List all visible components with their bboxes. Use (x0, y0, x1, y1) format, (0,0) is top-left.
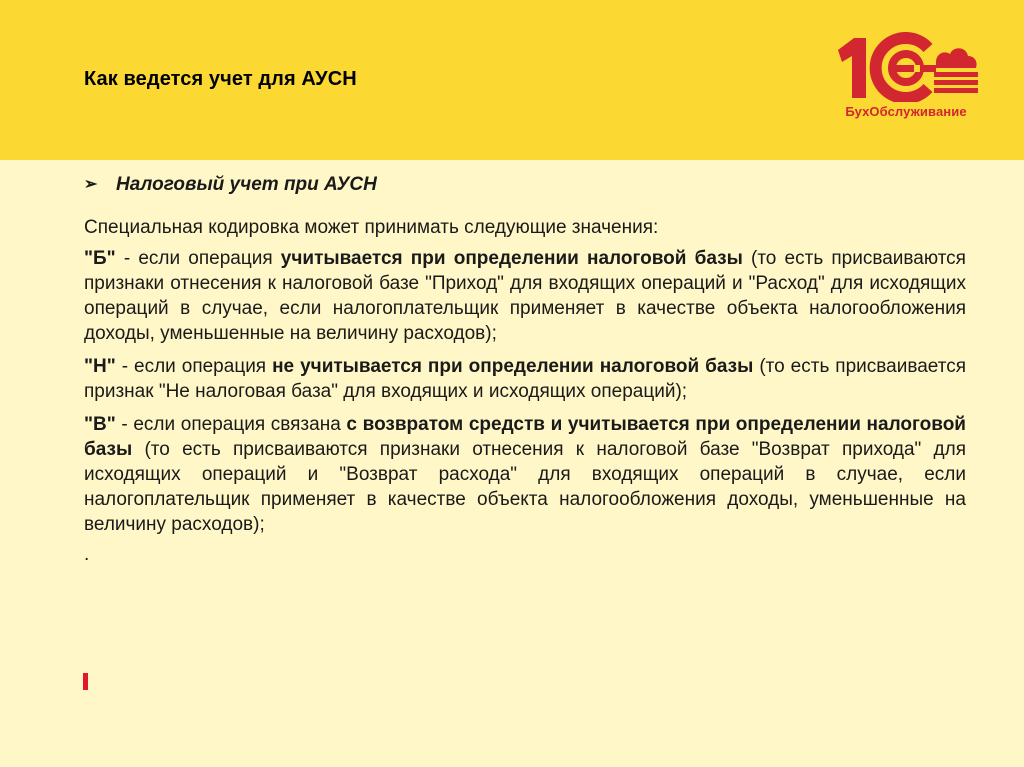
brand-logo (832, 28, 980, 124)
code-lead: - если операция (115, 248, 281, 269)
code-rest: (то есть присваиваются признаки отнесения к налоговой базе "Приход" для входящих операций и "Расход" для исходящих операций в случае, если налогоплательщик применяет в качестве объекта налогообложения доходы, уменьшенные на величину расходов); (84, 248, 966, 344)
code-emphasis: учитывается при определении налоговой базы (280, 248, 743, 269)
code-item-n (84, 354, 966, 404)
section-heading-text: Налоговый учет при АУСН (116, 174, 377, 195)
arrow-bullet-icon: ➢ (84, 176, 98, 193)
1c-logo-icon (832, 28, 980, 102)
logo-caption: БухОбслуживание (845, 104, 967, 119)
trailing-dot: . (84, 544, 90, 565)
code-lead: - если операция (115, 356, 273, 377)
section-heading (84, 172, 966, 197)
code-label: "В" (84, 414, 116, 435)
code-emphasis: не учитывается при определении налоговой базы (272, 356, 754, 377)
code-label: "Б" (84, 248, 116, 269)
slide-title: Как ведется учет для АУСН (84, 68, 357, 90)
intro-text: Специальная кодировка может принимать следующие значения: (84, 217, 659, 238)
code-lead: - если операция связана (115, 414, 347, 435)
code-rest: (то есть присваиваются признаки отнесения к налоговой базе "Возврат прихода" для исходящих операций и "Возврат расхода" для входящих операций в случае, если налогоплательщик применяет в качестве объекта налогообложения доходы, уменьшенные на величину расходов); (84, 439, 966, 535)
code-item-b (84, 246, 966, 346)
content-area (84, 172, 966, 565)
code-item-v (84, 412, 966, 537)
code-rest: (то есть присваивается признак "Не налоговая база" для входящих и исходящих операций); (84, 356, 966, 402)
red-accent-bar (83, 673, 88, 690)
code-emphasis: с возвратом средств и учитывается при определении налоговой базы (84, 414, 966, 460)
code-label: "Н" (84, 356, 116, 377)
header-band (0, 0, 1024, 160)
